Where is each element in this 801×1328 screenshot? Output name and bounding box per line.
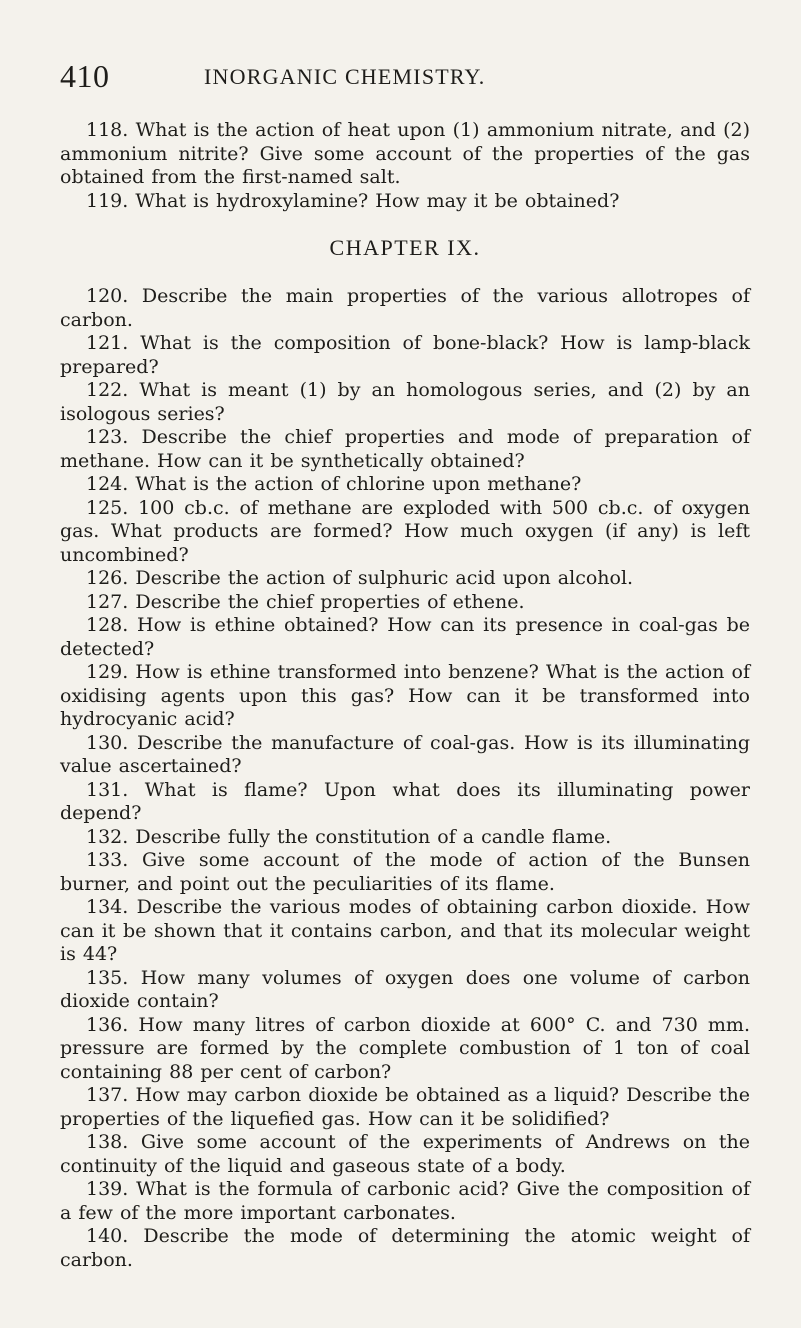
question-120: 120. Describe the main properties of the various allotropes of carbon. (60, 285, 750, 331)
running-title: INORGANIC CHEMISTRY. (204, 64, 486, 89)
question-128: 128. How is ethine obtained? How can its presence in coal-gas be detected? (60, 614, 750, 660)
question-129: 129. How is ethine transformed into benzene? What is the action of oxidising agents upon this gas? How can it be transformed into hydrocyanic acid? (60, 661, 750, 730)
question-140: 140. Describe the mode of determining the atomic weight of carbon. (60, 1225, 750, 1271)
question-123: 123. Describe the chief properties and mode of preparation of methane. How can it be synthetically obtained? (60, 426, 750, 472)
question-134: 134. Describe the various modes of obtaining carbon dioxide. How can it be shown that it contains carbon, and that its molecular weight is 44? (60, 896, 750, 965)
question-126: 126. Describe the action of sulphuric acid upon alcohol. (86, 567, 634, 589)
question-132: 132. Describe fully the constitution of a candle flame. (86, 825, 612, 848)
question-127: 127. Describe the chief properties of ethene. (86, 590, 525, 613)
question-139: 139. What is the formula of carbonic acid? Give the composition of a few of the more important carbonates. (60, 1178, 750, 1224)
question-119: 119. What is hydroxylamine? How may it be obtained? (86, 189, 620, 212)
question-125: 125. 100 cb.c. of methane are exploded with 500 cb.c. of oxygen gas. What products are formed? How much oxygen (if any) is left uncombined? (60, 496, 750, 566)
question-137: 137. How may carbon dioxide be obtained as a liquid? Describe the properties of the liquefied gas. How can it be solidified? (60, 1084, 750, 1130)
question-121: 121. What is the composition of bone-black? How is lamp-black prepared? (60, 332, 750, 378)
question-118: 118. What is the action of heat upon (1) ammonium nitrate, and (2) ammonium nitrite? Give some account of the properties of the gas obtained from the first-named salt. (60, 119, 750, 188)
question-138: 138. Give some account of the experiments of Andrews on the continuity of the liquid and gaseous state of a body. (60, 1131, 750, 1177)
question-135: 135. How many volumes of oxygen does one volume of carbon dioxide contain? (60, 966, 750, 1012)
question-124: 124. What is the action of chlorine upon methane? (86, 473, 582, 495)
question-122: 122. What is meant (1) by an homologous series, and (2) by an isologous series? (60, 379, 750, 425)
running-head (60, 58, 760, 98)
question-131: 131. What is flame? Upon what does its illuminating power depend? (60, 778, 750, 824)
chapter-heading: CHAPTER IX. (329, 235, 481, 260)
page-body (60, 119, 750, 1272)
page-number: 410 (60, 58, 110, 94)
question-130: 130. Describe the manufacture of coal-gas. How is its illuminating value ascertained? (60, 731, 750, 777)
question-136: 136. How many litres of carbon dioxide at 600° C. and 730 mm. pressure are formed by the complete combustion of 1 ton of coal containing 88 per cent of carbon? (60, 1013, 750, 1083)
question-133: 133. Give some account of the mode of action of the Bunsen burner, and point out the peculiarities of its flame. (60, 849, 750, 895)
